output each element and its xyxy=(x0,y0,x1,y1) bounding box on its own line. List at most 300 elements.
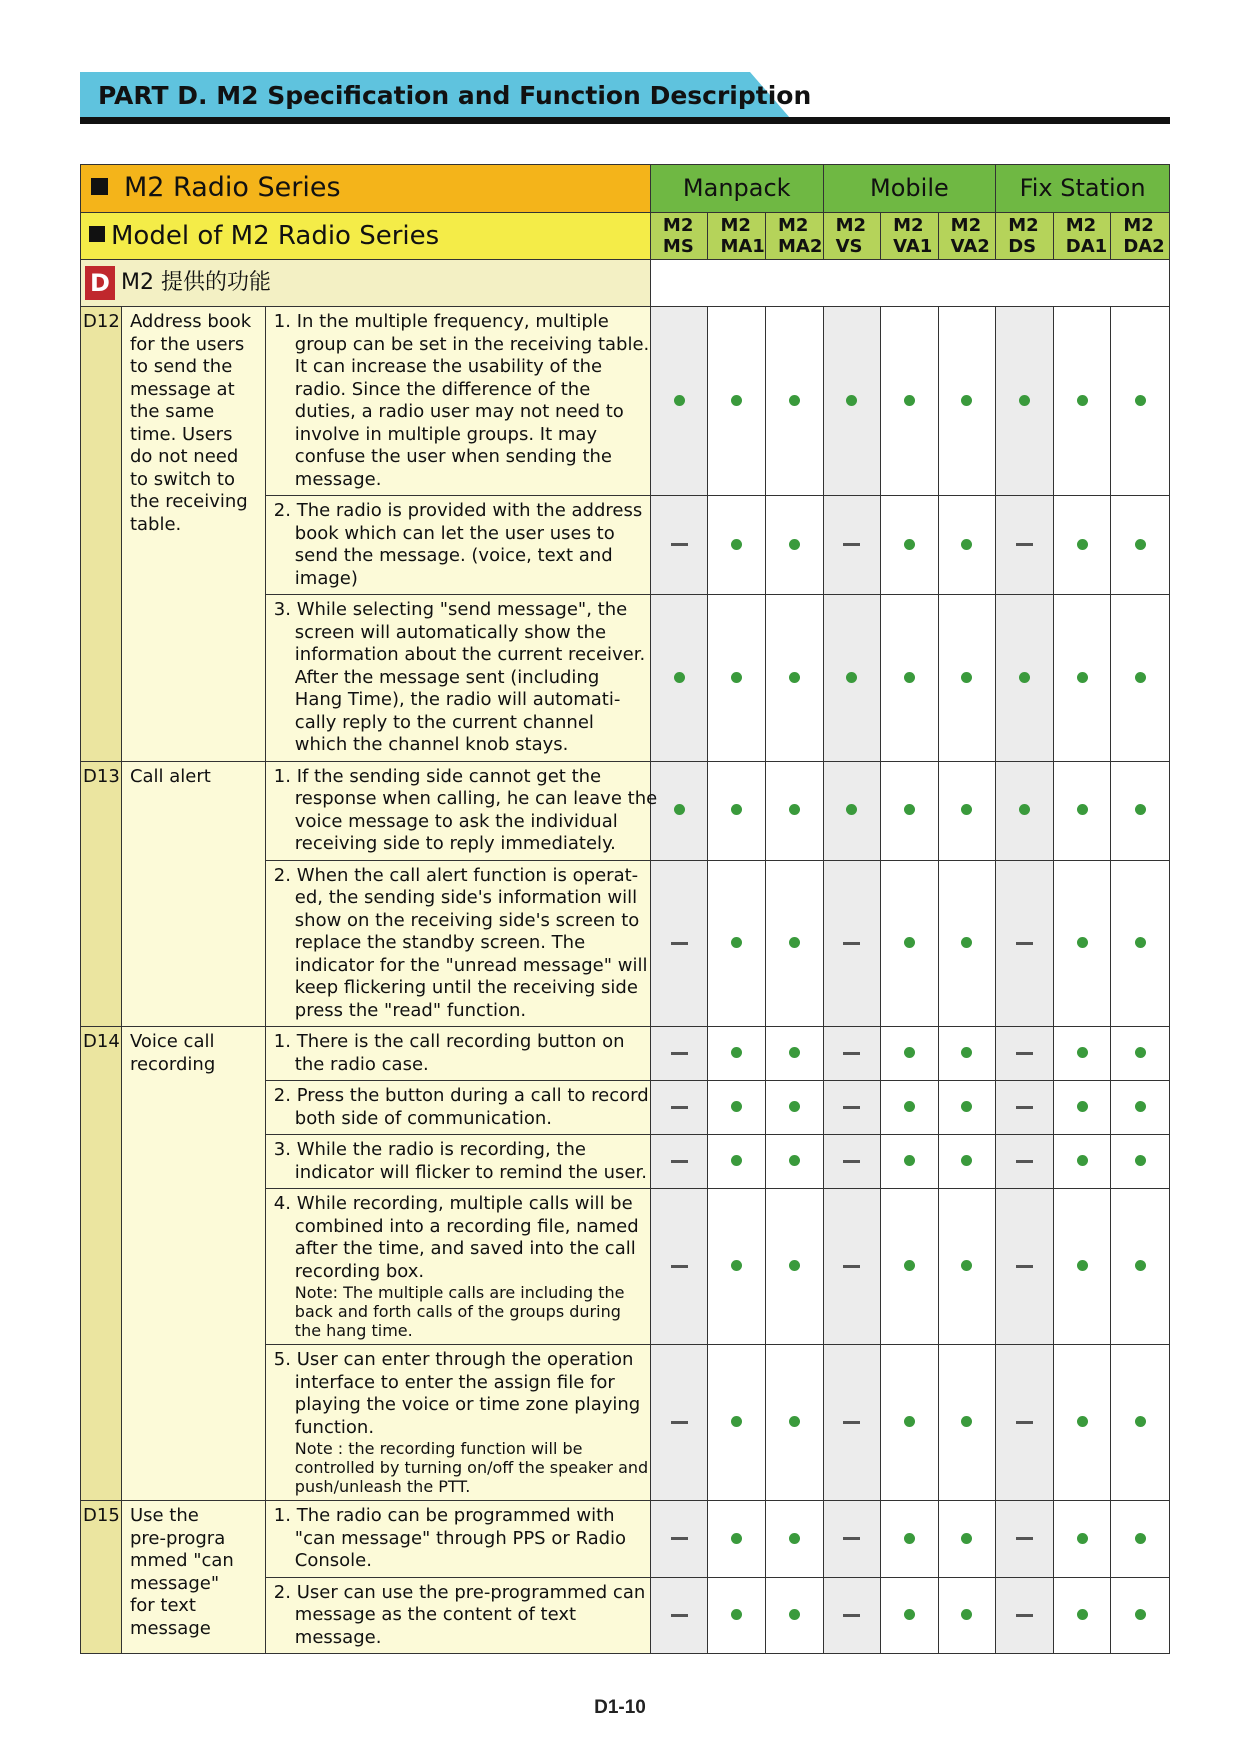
support-cell xyxy=(766,595,824,762)
description-line: duties, a radio user may not need to xyxy=(294,401,624,422)
support-cell xyxy=(881,496,939,595)
supported-dot-icon xyxy=(1135,1416,1146,1427)
support-cell xyxy=(996,1135,1054,1189)
supported-dot-icon xyxy=(731,1260,742,1271)
supported-dot-icon xyxy=(1077,1609,1088,1620)
not-supported-dash-icon xyxy=(671,1052,688,1055)
not-supported-dash-icon xyxy=(843,1421,860,1424)
supported-dot-icon xyxy=(1135,1260,1146,1271)
description-line: It can increase the usability of the xyxy=(294,356,603,377)
supported-dot-icon xyxy=(1019,395,1030,406)
feature-name-line: pre-progra xyxy=(129,1527,226,1549)
note-line: the hang time. xyxy=(294,1321,413,1340)
supported-dot-icon xyxy=(789,672,800,683)
not-supported-dash-icon xyxy=(1016,1537,1033,1540)
model-row xyxy=(81,213,1170,260)
support-cell xyxy=(823,1081,881,1135)
supported-dot-icon xyxy=(1135,937,1146,948)
supported-dot-icon xyxy=(1077,1101,1088,1112)
support-cell xyxy=(708,1189,766,1345)
feature-description xyxy=(265,1345,650,1501)
supported-dot-icon xyxy=(1077,804,1088,815)
feature-row xyxy=(81,761,1170,860)
supported-dot-icon xyxy=(731,672,742,683)
not-supported-dash-icon xyxy=(843,1614,860,1617)
supported-dot-icon xyxy=(846,804,857,815)
description-line: involve in multiple groups. It may xyxy=(294,423,598,445)
support-cell xyxy=(1053,1189,1111,1345)
group-header-fix-station: Fix Station xyxy=(996,165,1170,213)
supported-dot-icon xyxy=(961,1155,972,1166)
description-line: the radio case. xyxy=(294,1053,429,1075)
feature-name-line: the same xyxy=(129,401,215,422)
feature-name-line: recording xyxy=(129,1053,216,1075)
supported-dot-icon xyxy=(1077,395,1088,406)
description-line: message. xyxy=(294,1626,382,1648)
supported-dot-icon xyxy=(1135,1609,1146,1620)
description-line: 3. While the radio is recording, the xyxy=(273,1139,586,1160)
description-line: indicator for the "unread message" will xyxy=(294,954,648,976)
not-supported-dash-icon xyxy=(671,1160,688,1163)
description-line: cally reply to the current channel xyxy=(294,711,594,733)
description-line: ed, the sending side's information will xyxy=(294,887,638,908)
description-line: 2. Press the button during a call to record xyxy=(273,1085,649,1106)
support-cell xyxy=(1111,761,1170,860)
feature-id: D12 xyxy=(81,307,122,762)
description-line: press the "read" function. xyxy=(294,999,527,1021)
supported-dot-icon xyxy=(961,1260,972,1271)
description-line: After the message sent (including xyxy=(294,666,600,688)
support-cell xyxy=(938,1189,996,1345)
support-cell xyxy=(708,595,766,762)
support-cell xyxy=(881,761,939,860)
not-supported-dash-icon xyxy=(843,942,860,945)
support-cell xyxy=(996,307,1054,496)
feature-id: D13 xyxy=(81,761,122,1027)
supported-dot-icon xyxy=(789,539,800,550)
support-cell xyxy=(708,307,766,496)
not-supported-dash-icon xyxy=(843,1160,860,1163)
feature-name-line: the receiving xyxy=(129,491,248,512)
description-line: confuse the user when sending the xyxy=(294,446,612,467)
support-cell xyxy=(1111,1501,1170,1578)
model-header-va1: M2 VA1 xyxy=(881,213,939,260)
feature-description xyxy=(265,307,650,496)
support-cell xyxy=(938,307,996,496)
supported-dot-icon xyxy=(789,1101,800,1112)
support-cell xyxy=(650,1345,708,1501)
support-cell xyxy=(766,1135,824,1189)
feature-name-line: message xyxy=(129,1617,211,1639)
supported-dot-icon xyxy=(731,1047,742,1058)
note-line: Note : the recording function will be xyxy=(294,1439,583,1458)
support-cell xyxy=(938,1135,996,1189)
support-cell xyxy=(881,1081,939,1135)
supported-dot-icon xyxy=(1077,539,1088,550)
support-cell xyxy=(766,1027,824,1081)
supported-dot-icon xyxy=(1135,1155,1146,1166)
supported-dot-icon xyxy=(904,1416,915,1427)
description-line: show on the receiving side's screen to xyxy=(294,909,640,931)
support-cell xyxy=(996,761,1054,860)
supported-dot-icon xyxy=(904,1047,915,1058)
feature-description xyxy=(265,761,658,860)
supported-dot-icon xyxy=(674,672,685,683)
model-header-da1: M2 DA1 xyxy=(1053,213,1111,260)
supported-dot-icon xyxy=(1077,1047,1088,1058)
supported-dot-icon xyxy=(789,1260,800,1271)
feature-description xyxy=(265,1501,650,1578)
support-cell xyxy=(650,1135,708,1189)
supported-dot-icon xyxy=(731,804,742,815)
support-cell xyxy=(881,1135,939,1189)
support-cell xyxy=(996,496,1054,595)
supported-dot-icon xyxy=(674,395,685,406)
feature-name-line: Call alert xyxy=(129,765,211,787)
supported-dot-icon xyxy=(904,1260,915,1271)
support-cell xyxy=(766,1577,824,1654)
feature-name-line: to send the xyxy=(129,356,233,377)
feature-description xyxy=(265,860,650,1027)
not-supported-dash-icon xyxy=(671,1614,688,1617)
model-header-ma2: M2 MA2 xyxy=(766,213,824,260)
section-title: M2 提供的功能 xyxy=(121,270,271,295)
feature-description xyxy=(265,1577,650,1654)
support-cell xyxy=(766,761,824,860)
support-cell xyxy=(1053,761,1111,860)
support-cell xyxy=(1111,496,1170,595)
not-supported-dash-icon xyxy=(1016,1052,1033,1055)
not-supported-dash-icon xyxy=(1016,1265,1033,1268)
support-cell xyxy=(996,1577,1054,1654)
support-cell xyxy=(766,860,824,1027)
not-supported-dash-icon xyxy=(671,1106,688,1109)
description-line: 1. The radio can be programmed with xyxy=(273,1505,615,1526)
support-cell xyxy=(823,1577,881,1654)
feature-name xyxy=(121,761,265,1027)
description-line: playing the voice or time zone playing xyxy=(294,1394,641,1415)
support-cell xyxy=(823,1501,881,1578)
not-supported-dash-icon xyxy=(843,1537,860,1540)
description-line: function. xyxy=(294,1416,375,1438)
description-line: screen will automatically show the xyxy=(294,621,607,643)
description-line: 4. While recording, multiple calls will be xyxy=(273,1193,633,1214)
supported-dot-icon xyxy=(789,395,800,406)
description-line: message. xyxy=(294,468,382,490)
support-cell xyxy=(1053,1027,1111,1081)
support-cell xyxy=(996,860,1054,1027)
supported-dot-icon xyxy=(961,1047,972,1058)
support-cell xyxy=(823,595,881,762)
supported-dot-icon xyxy=(1077,672,1088,683)
support-cell xyxy=(938,595,996,762)
feature-name-line: table. xyxy=(129,513,182,535)
supported-dot-icon xyxy=(961,1609,972,1620)
supported-dot-icon xyxy=(789,1416,800,1427)
feature-name-line: message" xyxy=(129,1572,220,1594)
support-cell xyxy=(650,307,708,496)
spec-table xyxy=(80,164,1170,1654)
supported-dot-icon xyxy=(731,1609,742,1620)
section-badge: D xyxy=(85,266,115,300)
supported-dot-icon xyxy=(1135,672,1146,683)
support-cell xyxy=(1111,1027,1170,1081)
supported-dot-icon xyxy=(904,1155,915,1166)
supported-dot-icon xyxy=(1135,1533,1146,1544)
support-cell xyxy=(708,1135,766,1189)
supported-dot-icon xyxy=(1135,539,1146,550)
support-cell xyxy=(823,1189,881,1345)
supported-dot-icon xyxy=(904,1533,915,1544)
supported-dot-icon xyxy=(789,1533,800,1544)
feature-id: D14 xyxy=(81,1027,122,1501)
header-rule xyxy=(80,117,1170,124)
supported-dot-icon xyxy=(731,1155,742,1166)
support-cell xyxy=(650,1081,708,1135)
support-cell xyxy=(766,1081,824,1135)
description-line: 3. While selecting "send message", the xyxy=(273,599,628,620)
support-cell xyxy=(881,860,939,1027)
support-cell xyxy=(938,496,996,595)
description-line: radio. Since the difference of the xyxy=(294,378,591,400)
description-line: Hang Time), the radio will automati- xyxy=(294,689,621,710)
support-cell xyxy=(1053,1577,1111,1654)
support-cell xyxy=(1053,307,1111,496)
support-cell xyxy=(1111,595,1170,762)
supported-dot-icon xyxy=(731,395,742,406)
supported-dot-icon xyxy=(961,1533,972,1544)
feature-name xyxy=(121,1027,265,1501)
support-cell xyxy=(650,595,708,762)
description-line: replace the standby screen. The xyxy=(294,932,586,953)
feature-name-line: for the users xyxy=(129,333,245,355)
description-line: 2. When the call alert function is operat- xyxy=(273,864,639,886)
model-header-ms: M2 MS xyxy=(650,213,708,260)
supported-dot-icon xyxy=(1077,1260,1088,1271)
not-supported-dash-icon xyxy=(1016,942,1033,945)
description-line: recording box. xyxy=(294,1260,425,1282)
supported-dot-icon xyxy=(1135,395,1146,406)
not-supported-dash-icon xyxy=(1016,543,1033,546)
supported-dot-icon xyxy=(961,672,972,683)
feature-name-line: Voice call xyxy=(129,1031,215,1052)
description-line: 2. The radio is provided with the address xyxy=(273,500,643,521)
supported-dot-icon xyxy=(904,1609,915,1620)
supported-dot-icon xyxy=(731,1101,742,1112)
support-cell xyxy=(823,860,881,1027)
feature-description xyxy=(265,1189,650,1345)
not-supported-dash-icon xyxy=(1016,1106,1033,1109)
supported-dot-icon xyxy=(789,937,800,948)
group-header-mobile: Mobile xyxy=(823,165,996,213)
description-line: 1. There is the call recording button on xyxy=(273,1031,625,1052)
page-number: D1-10 xyxy=(594,1697,646,1718)
not-supported-dash-icon xyxy=(843,1106,860,1109)
not-supported-dash-icon xyxy=(1016,1160,1033,1163)
feature-row xyxy=(81,307,1170,496)
support-cell xyxy=(650,1189,708,1345)
not-supported-dash-icon xyxy=(1016,1614,1033,1617)
support-cell xyxy=(708,860,766,1027)
description-line: 5. User can enter through the operation xyxy=(273,1349,634,1370)
description-line: 1. In the multiple frequency, multiple xyxy=(273,311,609,332)
description-line: response when calling, he can leave the xyxy=(294,788,658,809)
description-line: receiving side to reply immediately. xyxy=(294,833,616,854)
description-line: Console. xyxy=(294,1550,372,1571)
not-supported-dash-icon xyxy=(671,1537,688,1540)
description-line: which the channel knob stays. xyxy=(294,734,569,755)
feature-description xyxy=(265,1081,650,1135)
description-line: combined into a recording file, named xyxy=(294,1215,639,1237)
support-cell xyxy=(881,1027,939,1081)
feature-description xyxy=(265,496,650,595)
series-label: M2 Radio Series xyxy=(124,172,341,204)
feature-description xyxy=(265,1135,650,1189)
supported-dot-icon xyxy=(846,395,857,406)
support-cell xyxy=(1053,1345,1111,1501)
feature-description xyxy=(265,595,650,762)
supported-dot-icon xyxy=(789,1155,800,1166)
supported-dot-icon xyxy=(1135,1047,1146,1058)
supported-dot-icon xyxy=(1019,804,1030,815)
support-cell xyxy=(996,1081,1054,1135)
support-cell xyxy=(708,1501,766,1578)
description-line: interface to enter the assign file for xyxy=(294,1371,615,1393)
support-cell xyxy=(881,307,939,496)
description-line: voice message to ask the individual xyxy=(294,810,618,832)
supported-dot-icon xyxy=(1077,937,1088,948)
support-cell xyxy=(823,1135,881,1189)
support-cell xyxy=(938,761,996,860)
model-header-ds: M2 DS xyxy=(996,213,1054,260)
supported-dot-icon xyxy=(789,1609,800,1620)
model-header-da2: M2 DA2 xyxy=(1111,213,1170,260)
supported-dot-icon xyxy=(904,1101,915,1112)
support-cell xyxy=(650,860,708,1027)
feature-name xyxy=(121,1501,265,1654)
supported-dot-icon xyxy=(1135,1101,1146,1112)
supported-dot-icon xyxy=(1019,672,1030,683)
support-cell xyxy=(938,1345,996,1501)
header-banner xyxy=(80,72,812,118)
support-cell xyxy=(1053,595,1111,762)
support-cell xyxy=(1053,1081,1111,1135)
supported-dot-icon xyxy=(731,1533,742,1544)
square-bullet-icon xyxy=(91,178,108,195)
model-header-va2: M2 VA2 xyxy=(938,213,996,260)
not-supported-dash-icon xyxy=(843,1265,860,1268)
section-row xyxy=(81,260,1170,307)
support-cell xyxy=(650,1577,708,1654)
feature-name-line: do not need xyxy=(129,446,239,467)
model-header xyxy=(81,213,651,260)
support-cell xyxy=(823,496,881,595)
note-line: controlled by turning on/off the speaker and xyxy=(294,1458,649,1477)
page-title: PART D. M2 Specification and Function Description xyxy=(98,81,812,110)
feature-name-line: mmed "can xyxy=(129,1550,234,1571)
supported-dot-icon xyxy=(731,1416,742,1427)
support-cell xyxy=(881,1345,939,1501)
spec-body xyxy=(81,307,1170,1654)
not-supported-dash-icon xyxy=(843,1052,860,1055)
note-line: Note: The multiple calls are including the xyxy=(294,1283,625,1302)
description-line: book which can let the user uses to xyxy=(294,522,615,544)
support-cell xyxy=(938,860,996,1027)
supported-dot-icon xyxy=(1077,1533,1088,1544)
description-line: 2. User can use the pre-programmed can xyxy=(273,1581,646,1603)
support-cell xyxy=(996,1345,1054,1501)
feature-name xyxy=(121,307,265,762)
feature-name-line: message at xyxy=(129,378,235,400)
feature-name-line: for text xyxy=(129,1595,196,1616)
model-header-vs: M2 VS xyxy=(823,213,881,260)
description-line: "can message" through PPS or Radio xyxy=(294,1527,627,1549)
note-line: back and forth calls of the groups during xyxy=(294,1302,621,1321)
support-cell xyxy=(996,1027,1054,1081)
description-line: message as the content of text xyxy=(294,1604,577,1625)
support-cell xyxy=(938,1577,996,1654)
section-blank xyxy=(650,260,1169,307)
feature-name-line: to switch to xyxy=(129,468,235,490)
support-cell xyxy=(766,1501,824,1578)
support-cell xyxy=(996,1189,1054,1345)
support-cell xyxy=(708,496,766,595)
support-cell xyxy=(708,1577,766,1654)
note-line: push/unleash the PTT. xyxy=(294,1477,471,1496)
model-label: Model of M2 Radio Series xyxy=(111,220,440,251)
supported-dot-icon xyxy=(674,804,685,815)
section-header xyxy=(81,260,651,307)
feature-description xyxy=(265,1027,650,1081)
support-cell xyxy=(881,1189,939,1345)
support-cell xyxy=(938,1501,996,1578)
group-header-manpack: Manpack xyxy=(650,165,823,213)
not-supported-dash-icon xyxy=(1016,1421,1033,1424)
feature-name-line: time. Users xyxy=(129,423,233,445)
support-cell xyxy=(1111,1189,1170,1345)
description-line: both side of communication. xyxy=(294,1107,553,1129)
support-cell xyxy=(708,761,766,860)
support-cell xyxy=(823,307,881,496)
support-cell xyxy=(881,1577,939,1654)
supported-dot-icon xyxy=(961,937,972,948)
supported-dot-icon xyxy=(789,1047,800,1058)
support-cell xyxy=(708,1081,766,1135)
not-supported-dash-icon xyxy=(671,543,688,546)
support-cell xyxy=(708,1345,766,1501)
supported-dot-icon xyxy=(961,804,972,815)
support-cell xyxy=(1111,1577,1170,1654)
support-cell xyxy=(1111,1135,1170,1189)
support-cell xyxy=(1053,860,1111,1027)
not-supported-dash-icon xyxy=(843,543,860,546)
series-row xyxy=(81,165,1170,213)
support-cell xyxy=(766,307,824,496)
feature-id: D15 xyxy=(81,1501,122,1654)
supported-dot-icon xyxy=(789,804,800,815)
supported-dot-icon xyxy=(961,1101,972,1112)
description-line: indicator will flicker to remind the user. xyxy=(294,1161,647,1183)
support-cell xyxy=(996,1501,1054,1578)
support-cell xyxy=(881,595,939,762)
support-cell xyxy=(1053,496,1111,595)
supported-dot-icon xyxy=(1135,804,1146,815)
description-line: keep flickering until the receiving side xyxy=(294,977,638,998)
support-cell xyxy=(996,595,1054,762)
supported-dot-icon xyxy=(731,539,742,550)
support-cell xyxy=(823,1027,881,1081)
support-cell xyxy=(650,1027,708,1081)
